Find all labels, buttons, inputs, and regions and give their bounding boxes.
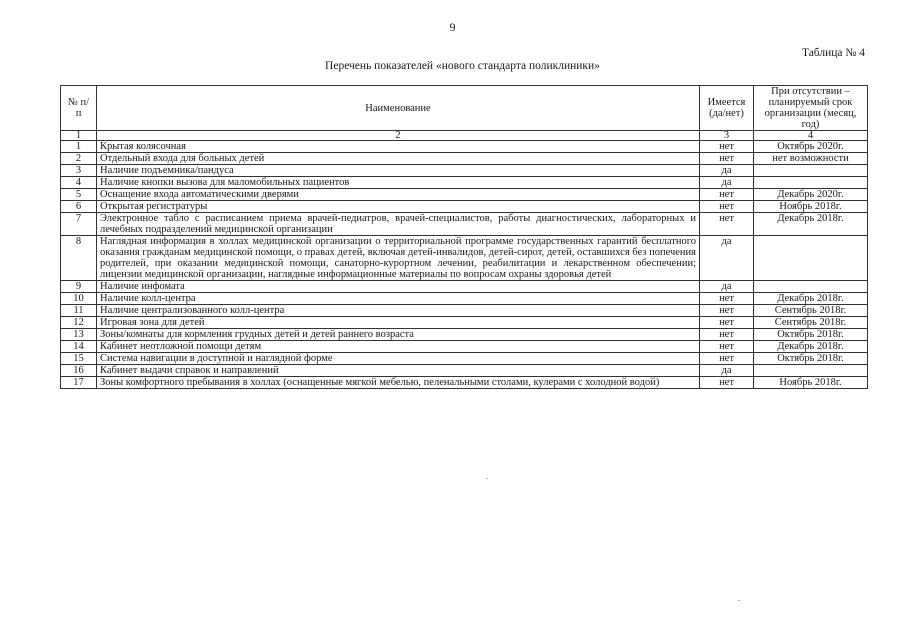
row-plan [754, 236, 868, 281]
row-number: 9 [61, 281, 97, 293]
row-number: 17 [61, 377, 97, 389]
row-has: нет [700, 341, 754, 353]
row-name: Наличие централизованного колл-центра [97, 305, 700, 317]
row-plan: Октябрь 2018г. [754, 353, 868, 365]
row-name: Электронное табло с расписанием приема врачей-педиатров, врачей-специалистов, работы диагностических, лабораторных и лечебных подразделений медицинской организации [97, 213, 700, 236]
row-plan [754, 281, 868, 293]
row-has: да [700, 236, 754, 281]
table-row [61, 189, 868, 201]
row-plan: Декабрь 2018г. [754, 293, 868, 305]
row-has: да [700, 365, 754, 377]
row-name: Наглядная информация в холлах медицинской организации о территориальной программе государственных гарантий бесплатного оказания гражданам медицинской помощи, о правах детей, включая детей-инвалидов, детей-сирот, детей, оставшихся без попечения родителей, при оказании медицинской помощи, санаторно-курортном лечении, реабилитации и лекарственном обеспечении; лицензии медицинской организации, наглядные информационные материалы по вопросам охраны здоровья детей [97, 236, 700, 281]
header-has: Имеется (да/нет) [700, 86, 754, 131]
header-num: № п/ п [61, 86, 97, 131]
table-body [61, 131, 868, 389]
table-row [61, 201, 868, 213]
row-plan: нет возможности [754, 153, 868, 165]
row-number: 1 [61, 141, 97, 153]
table-row [61, 365, 868, 377]
row-number: 2 [61, 153, 97, 165]
row-has: да [700, 281, 754, 293]
row-number: 5 [61, 189, 97, 201]
row-plan: Декабрь 2018г. [754, 213, 868, 236]
row-has: нет [700, 201, 754, 213]
column-index-row [61, 131, 868, 141]
row-number: 10 [61, 293, 97, 305]
table-row [61, 341, 868, 353]
row-number: 12 [61, 317, 97, 329]
row-has: нет [700, 353, 754, 365]
row-name: Отдельный входа для больных детей [97, 153, 700, 165]
row-name: Крытая колясочная [97, 141, 700, 153]
table-label: Таблица № 4 [801, 47, 865, 59]
row-number: 11 [61, 305, 97, 317]
row-plan: Сентябрь 2018г. [754, 305, 868, 317]
row-has: нет [700, 377, 754, 389]
row-plan: Декабрь 2018г. [754, 341, 868, 353]
row-name: Зоны/комнаты для кормления грудных детей и детей раннего возраста [97, 329, 700, 341]
row-number: 16 [61, 365, 97, 377]
row-name: Наличие инфомата [97, 281, 700, 293]
table-row [61, 213, 868, 236]
table-row [61, 177, 868, 189]
row-plan [754, 165, 868, 177]
table-row [61, 353, 868, 365]
row-has: нет [700, 293, 754, 305]
row-plan [754, 365, 868, 377]
row-plan: Октябрь 2018г. [754, 329, 868, 341]
index-cell: 4 [754, 131, 868, 141]
row-name: Наличие подъемника/пандуса [97, 165, 700, 177]
row-number: 6 [61, 201, 97, 213]
row-name: Открытая регистратуры [97, 201, 700, 213]
row-number: 7 [61, 213, 97, 236]
row-name: Игровая зона для детей [97, 317, 700, 329]
index-cell: 2 [97, 131, 700, 141]
table-header-row [61, 86, 868, 131]
header-name: Наименование [97, 86, 700, 131]
row-name: Наличие кнопки вызова для маломобильных пациентов [97, 177, 700, 189]
row-number: 4 [61, 177, 97, 189]
row-name: Кабинет выдачи справок и направлений [97, 365, 700, 377]
row-number: 3 [61, 165, 97, 177]
table-row [61, 141, 868, 153]
row-has: нет [700, 305, 754, 317]
row-has: нет [700, 189, 754, 201]
row-name: Система навигации в доступной и наглядной форме [97, 353, 700, 365]
table-row [61, 317, 868, 329]
row-plan [754, 177, 868, 189]
scan-speck [738, 600, 740, 601]
row-plan: Сентябрь 2018г. [754, 317, 868, 329]
header-plan: При отсутствии – планируемый срок организации (месяц, год) [754, 86, 868, 131]
row-has: да [700, 165, 754, 177]
row-name: Оснащение входа автоматическими дверями [97, 189, 700, 201]
row-number: 15 [61, 353, 97, 365]
index-cell: 1 [61, 131, 97, 141]
row-has: нет [700, 329, 754, 341]
table-row [61, 377, 868, 389]
table-row [61, 281, 868, 293]
table-row [61, 236, 868, 281]
row-number: 14 [61, 341, 97, 353]
page-number: 9 [449, 20, 456, 34]
row-name: Наличие колл-центра [97, 293, 700, 305]
table-row [61, 329, 868, 341]
row-plan: Ноябрь 2018г. [754, 377, 868, 389]
table-row [61, 153, 868, 165]
document-title: Перечень показателей «нового стандарта поликлиники» [325, 60, 600, 72]
row-name: Зоны комфортного пребывания в холлах (оснащенные мягкой мебелью, пеленальными столами, кулерами с холодной водой) [97, 377, 700, 389]
row-has: нет [700, 153, 754, 165]
row-has: нет [700, 141, 754, 153]
row-name: Кабинет неотложной помощи детям [97, 341, 700, 353]
row-plan: Ноябрь 2018г. [754, 201, 868, 213]
row-has: нет [700, 213, 754, 236]
row-number: 13 [61, 329, 97, 341]
table-row [61, 293, 868, 305]
scan-speck [486, 478, 488, 479]
table-row [61, 305, 868, 317]
row-has: да [700, 177, 754, 189]
row-number: 8 [61, 236, 97, 281]
row-has: нет [700, 317, 754, 329]
index-cell: 3 [700, 131, 754, 141]
table-row [61, 165, 868, 177]
indicators-table [60, 85, 868, 389]
row-plan: Октябрь 2020г. [754, 141, 868, 153]
row-plan: Декабрь 2020г. [754, 189, 868, 201]
